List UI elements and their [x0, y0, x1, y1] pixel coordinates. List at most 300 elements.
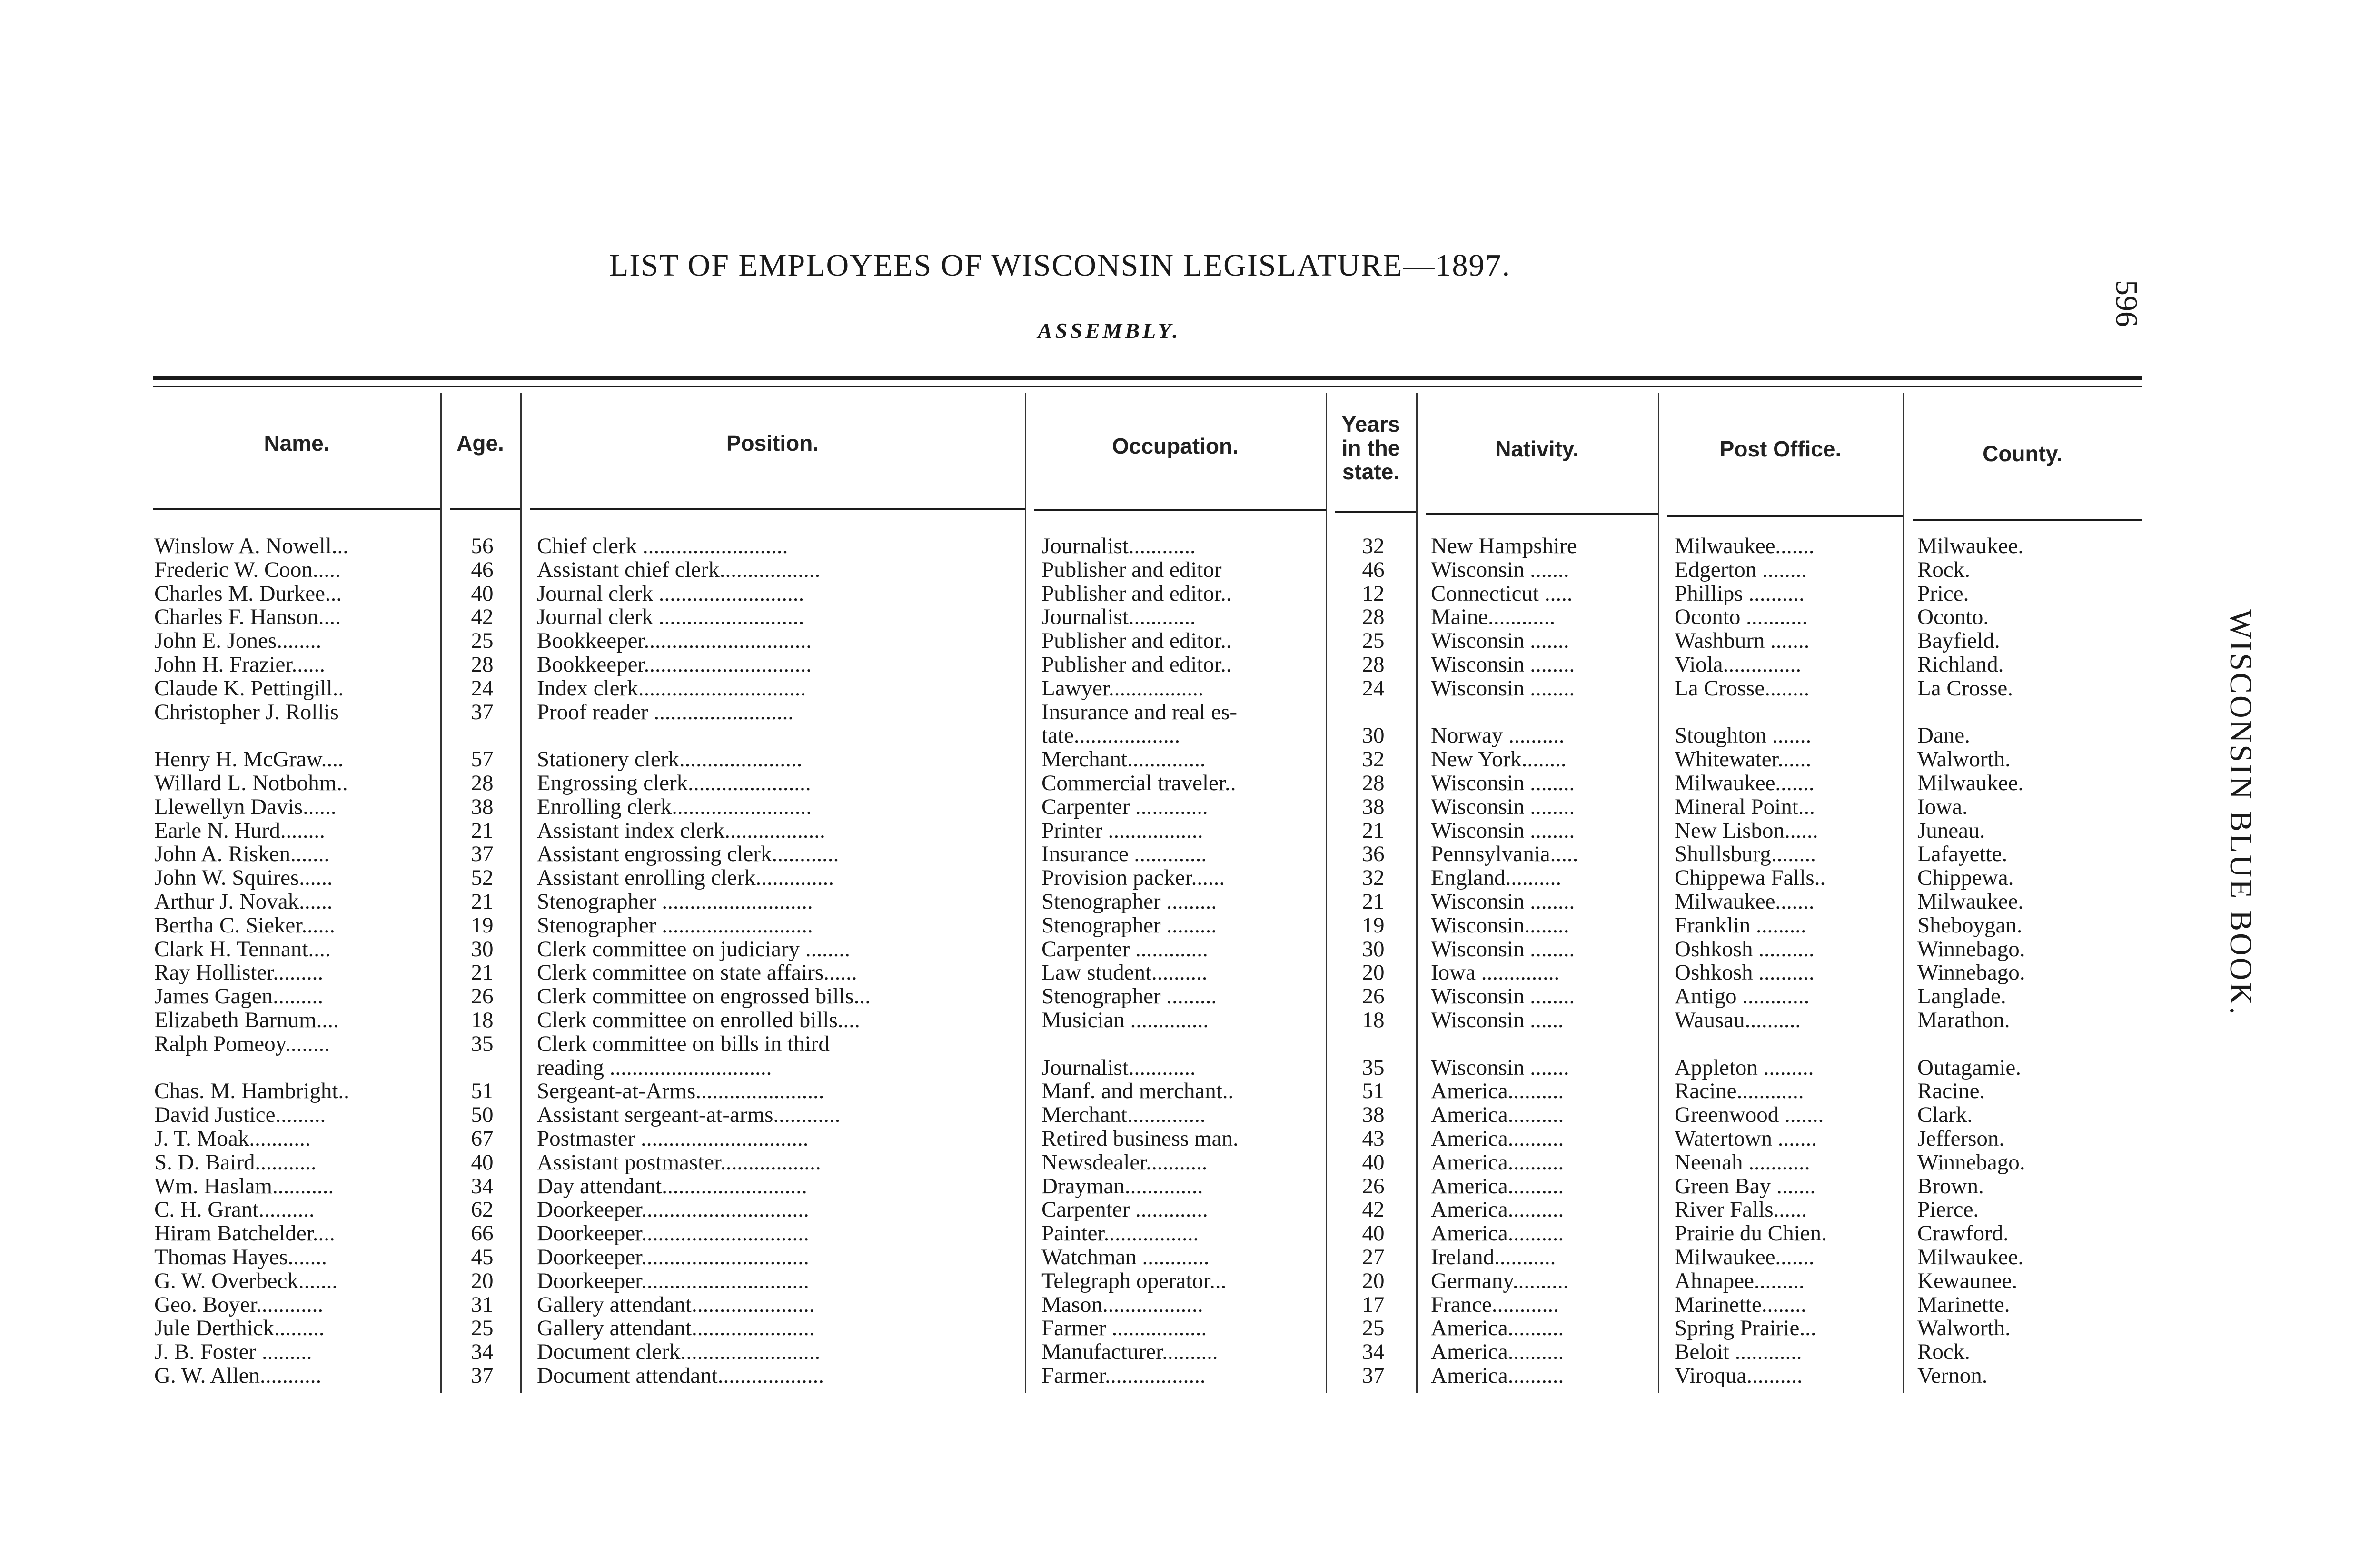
employee-post-office: Viola.............. — [1675, 653, 1802, 676]
employee-age: 35 — [471, 1031, 494, 1056]
employee-nativity: Wisconsin ....... — [1431, 557, 1569, 582]
employee-post-office: Phillips .......... — [1675, 581, 1805, 605]
employee-occupation: Journalist............ — [1041, 605, 1196, 629]
employee-county: Jefferson. — [1917, 1127, 2005, 1150]
table-row — [0, 629, 2380, 653]
employee-nativity: Wisconsin ........ — [1431, 937, 1575, 961]
section-subtitle: ASSEMBLY. — [1038, 318, 1181, 343]
employee-occupation: Stenographer ......... — [1041, 890, 1217, 913]
employee-name: Arthur J. Novak...... — [154, 890, 333, 913]
table-row — [0, 1316, 2380, 1340]
employee-nativity: Wisconsin ...... — [1431, 1008, 1564, 1032]
employee-name: Chas. M. Hambright.. — [154, 1079, 349, 1103]
employee-position: Clerk committee on judiciary ........ — [537, 937, 850, 961]
employee-years-in-state: 35 — [1362, 1055, 1385, 1080]
employee-years-in-state: 24 — [1362, 676, 1385, 700]
table-row — [0, 747, 2380, 771]
employee-years-in-state: 38 — [1362, 1103, 1385, 1127]
employee-years-in-state: 25 — [1362, 629, 1385, 653]
employee-post-office: Prairie du Chien. — [1675, 1221, 1827, 1246]
employee-name: John A. Risken....... — [154, 842, 330, 866]
header-rule — [1667, 515, 1903, 517]
table-row — [0, 1340, 2380, 1364]
employee-occupation: Stenographer ......... — [1041, 984, 1217, 1009]
employee-occupation: Journalist............ — [1041, 534, 1196, 558]
employee-name: Ralph Pomeoy........ — [154, 1031, 330, 1056]
employee-nativity: Wisconsin ........ — [1431, 984, 1575, 1009]
employee-name: Henry H. McGraw.... — [154, 747, 344, 772]
table-row — [0, 700, 2380, 724]
employee-age: 28 — [471, 653, 494, 676]
employee-county: Racine. — [1917, 1079, 1985, 1103]
employee-nativity: Wisconsin ........ — [1431, 653, 1575, 676]
employee-post-office: Milwaukee....... — [1675, 771, 1815, 795]
employee-position: Gallery attendant...................... — [537, 1316, 815, 1340]
employee-occupation: Commercial traveler.. — [1041, 771, 1236, 795]
employee-post-office: Mineral Point... — [1675, 794, 1815, 819]
employee-post-office: Stoughton ....... — [1675, 723, 1812, 748]
employee-position: Doorkeeper.............................. — [537, 1198, 809, 1222]
employee-occupation: Carpenter ............. — [1041, 937, 1208, 961]
running-side-title: WISCONSIN BLUE BOOK. — [2223, 609, 2258, 1017]
employee-nativity: Pennsylvania..... — [1431, 842, 1578, 866]
employee-nativity: Norway .......... — [1431, 723, 1565, 748]
employee-age: 42 — [471, 605, 494, 629]
page-title: LIST OF EMPLOYEES OF WISCONSIN LEGISLATURE—1897. — [609, 248, 1511, 283]
employee-county: Milwaukee. — [1917, 534, 2024, 558]
employee-post-office: Antigo ............ — [1675, 984, 1810, 1009]
employee-years-in-state: 40 — [1362, 1221, 1385, 1246]
employee-position: Clerk committee on bills in third — [537, 1031, 830, 1056]
employee-age: 62 — [471, 1198, 494, 1222]
header-rule — [1335, 511, 1416, 513]
employee-occupation: Printer ................. — [1041, 818, 1203, 842]
employee-post-office: Whitewater...... — [1675, 747, 1812, 772]
table-row — [0, 913, 2380, 937]
employee-county: Milwaukee. — [1917, 771, 2024, 795]
employee-post-office: Wausau.......... — [1675, 1008, 1801, 1032]
employee-occupation: Retired business man. — [1041, 1127, 1239, 1150]
employee-age: 66 — [471, 1221, 494, 1246]
employee-nativity: America.......... — [1431, 1103, 1564, 1127]
employee-nativity: Ireland........... — [1431, 1245, 1556, 1269]
employee-nativity: Maine............ — [1431, 605, 1556, 629]
header-county: County. — [1983, 441, 2063, 466]
header-rule — [1913, 519, 2142, 521]
employee-name: Earle N. Hurd........ — [154, 818, 325, 842]
employee-occupation: Law student.......... — [1041, 961, 1208, 985]
employee-name: Elizabeth Barnum.... — [154, 1008, 339, 1032]
employee-nativity: New Hampshire — [1431, 534, 1577, 558]
employee-age: 37 — [471, 700, 494, 724]
employee-occupation: Merchant.............. — [1041, 747, 1206, 772]
employee-age: 19 — [471, 913, 494, 937]
employee-position: Assistant enrolling clerk.............. — [537, 866, 834, 890]
employee-post-office: Oconto ........... — [1675, 605, 1808, 629]
table-row — [0, 1269, 2380, 1293]
employee-nativity: America.......... — [1431, 1221, 1564, 1246]
employee-age: 40 — [471, 1150, 494, 1174]
employee-county: Walworth. — [1917, 1316, 2011, 1340]
employee-name: Llewellyn Davis...... — [154, 794, 337, 819]
table-row — [0, 961, 2380, 984]
employee-position: Stenographer ........................... — [537, 913, 813, 937]
table-row — [0, 1032, 2380, 1056]
header-rule — [153, 508, 440, 510]
employee-age: 40 — [471, 581, 494, 605]
employee-position: Stationery clerk...................... — [537, 747, 803, 772]
header-rule — [530, 508, 1025, 510]
employee-occupation: Musician .............. — [1041, 1008, 1209, 1032]
employee-occupation: Insurance ............. — [1041, 842, 1207, 866]
header-rule — [450, 508, 520, 510]
employee-occupation: Provision packer...... — [1041, 866, 1225, 890]
employee-years-in-state: 18 — [1362, 1008, 1385, 1032]
employee-county: Bayfield. — [1917, 629, 2000, 653]
employee-years-in-state: 25 — [1362, 1316, 1385, 1340]
employee-nativity: Wisconsin ........ — [1431, 771, 1575, 795]
table-row — [0, 534, 2380, 558]
employee-age: 67 — [471, 1127, 494, 1150]
employee-nativity: Wisconsin ........ — [1431, 676, 1575, 700]
employee-nativity: America.......... — [1431, 1150, 1564, 1174]
employee-occupation: Telegraph operator... — [1041, 1269, 1227, 1293]
employee-name: J. T. Moak........... — [154, 1127, 311, 1150]
employee-name: Willard L. Notbohm.. — [154, 771, 348, 795]
header-occupation: Occupation. — [1112, 434, 1239, 458]
employee-years-in-state: 26 — [1362, 984, 1385, 1009]
table-row — [0, 1293, 2380, 1317]
employee-name: Charles M. Durkee... — [154, 581, 342, 605]
employee-years-in-state: 30 — [1362, 723, 1385, 748]
employee-age: 52 — [471, 866, 494, 890]
header-nativity: Nativity. — [1495, 436, 1579, 461]
header-rule — [1426, 513, 1658, 515]
employee-position: Doorkeeper.............................. — [537, 1269, 809, 1293]
employee-position: Assistant postmaster.................. — [537, 1150, 821, 1174]
employee-nativity: Wisconsin ........ — [1431, 890, 1575, 913]
employee-post-office: Watertown ....... — [1675, 1127, 1817, 1150]
employee-name: Geo. Boyer............ — [154, 1292, 324, 1317]
employee-post-office: Marinette........ — [1675, 1292, 1806, 1317]
employee-name: Bertha C. Sieker...... — [154, 913, 335, 937]
employee-age: 31 — [471, 1292, 494, 1317]
employee-nativity: America.......... — [1431, 1364, 1564, 1387]
employee-age: 24 — [471, 676, 494, 700]
employee-post-office: Milwaukee....... — [1675, 890, 1815, 913]
employee-county: Kewaunee. — [1917, 1269, 2018, 1293]
employee-occupation: Publisher and editor.. — [1041, 629, 1232, 653]
employee-post-office: Greenwood ....... — [1675, 1103, 1824, 1127]
employee-occupation: Drayman.............. — [1041, 1174, 1203, 1198]
header-years-line: state. — [1342, 459, 1400, 484]
employee-position: Proof reader ......................... — [537, 700, 794, 724]
employee-county: Clark. — [1917, 1103, 1973, 1127]
table-row — [0, 1150, 2380, 1174]
employee-position: Bookkeeper.............................. — [537, 629, 812, 653]
employee-occupation: Carpenter ............. — [1041, 794, 1208, 819]
employee-years-in-state: 26 — [1362, 1174, 1385, 1198]
employee-position: Doorkeeper.............................. — [537, 1221, 809, 1246]
employee-years-in-state: 32 — [1362, 866, 1385, 890]
employee-post-office: Neenah ........... — [1675, 1150, 1810, 1174]
employee-age: 37 — [471, 842, 494, 866]
employee-age: 25 — [471, 1316, 494, 1340]
employee-nativity: America.......... — [1431, 1079, 1564, 1103]
employee-post-office: Milwaukee....... — [1675, 534, 1815, 558]
employee-post-office: Viroqua.......... — [1675, 1364, 1803, 1387]
employee-post-office: New Lisbon...... — [1675, 818, 1818, 842]
employee-position: Enrolling clerk......................... — [537, 794, 812, 819]
employee-nativity: America.......... — [1431, 1174, 1564, 1198]
header-position: Position. — [726, 431, 819, 456]
top-rule-thin — [153, 386, 2142, 387]
employee-county: Winnebago. — [1917, 937, 2025, 961]
employee-years-in-state: 32 — [1362, 534, 1385, 558]
employee-age: 51 — [471, 1079, 494, 1103]
employee-post-office: Oshkosh .......... — [1675, 961, 1815, 985]
employee-years-in-state: 20 — [1362, 1269, 1385, 1293]
employee-years-in-state: 51 — [1362, 1079, 1385, 1103]
employee-nativity: Wisconsin ........ — [1431, 818, 1575, 842]
table-row — [0, 984, 2380, 1008]
employee-county: Lafayette. — [1917, 842, 2008, 866]
employee-post-office: Edgerton ........ — [1675, 557, 1807, 582]
table-row — [0, 1364, 2380, 1387]
table-row — [0, 1127, 2380, 1150]
table-row — [0, 1079, 2380, 1103]
employee-position: Bookkeeper.............................. — [537, 653, 812, 676]
employee-age: 34 — [471, 1340, 494, 1364]
employee-years-in-state: 42 — [1362, 1198, 1385, 1222]
employee-occupation: Newsdealer........... — [1041, 1150, 1208, 1174]
employee-years-in-state: 32 — [1362, 747, 1385, 772]
employee-age: 30 — [471, 937, 494, 961]
employee-county: Winnebago. — [1917, 1150, 2025, 1174]
employee-position: Stenographer ........................... — [537, 890, 813, 913]
employee-county: Dane. — [1917, 723, 1970, 748]
employee-occupation: Stenographer ......... — [1041, 913, 1217, 937]
employee-position: Day attendant.......................... — [537, 1174, 807, 1198]
employee-age: 50 — [471, 1103, 494, 1127]
employee-county: Iowa. — [1917, 794, 1968, 819]
employee-name: Winslow A. Nowell... — [154, 534, 349, 558]
employee-years-in-state: 30 — [1362, 937, 1385, 961]
employee-years-in-state: 17 — [1362, 1292, 1385, 1317]
table-row — [0, 676, 2380, 700]
employee-county: Marinette. — [1917, 1292, 2010, 1317]
table-row — [0, 605, 2380, 629]
employee-post-office: Appleton ......... — [1675, 1055, 1814, 1080]
employee-occupation: Mason.................. — [1041, 1292, 1203, 1317]
employee-position: Assistant sergeant-at-arms............ — [537, 1103, 841, 1127]
employee-county: La Crosse. — [1917, 676, 2013, 700]
employee-county: Crawford. — [1917, 1221, 2009, 1246]
employee-name: Wm. Haslam........... — [154, 1174, 334, 1198]
header-name: Name. — [264, 431, 330, 456]
employee-name: John E. Jones........ — [154, 629, 322, 653]
employee-position: Journal clerk .......................... — [537, 581, 804, 605]
employee-name: Christopher J. Rollis — [154, 700, 339, 724]
employee-occupation: Farmer.................. — [1041, 1364, 1206, 1387]
table-row — [0, 937, 2380, 961]
table-row — [0, 795, 2380, 819]
employee-name: James Gagen......... — [154, 984, 324, 1009]
employee-name: John H. Frazier...... — [154, 653, 325, 676]
employee-occupation: Merchant.............. — [1041, 1103, 1206, 1127]
employee-county: Milwaukee. — [1917, 1245, 2024, 1269]
employee-occupation: tate................... — [1041, 723, 1180, 748]
table-row — [0, 842, 2380, 866]
employee-post-office: Ahnapee......... — [1675, 1269, 1805, 1293]
employee-nativity: America.......... — [1431, 1198, 1564, 1222]
table-row — [0, 1221, 2380, 1245]
employee-years-in-state: 27 — [1362, 1245, 1385, 1269]
table-row — [0, 723, 2380, 747]
employee-county: Sheboygan. — [1917, 913, 2023, 937]
header-age: Age. — [456, 431, 504, 456]
employee-age: 18 — [471, 1008, 494, 1032]
table-row — [0, 1198, 2380, 1221]
employee-position: Assistant index clerk.................. — [537, 818, 825, 842]
employee-county: Marathon. — [1917, 1008, 2010, 1032]
employee-county: Pierce. — [1917, 1198, 1979, 1222]
employee-age: 28 — [471, 771, 494, 795]
employee-occupation: Carpenter ............. — [1041, 1198, 1208, 1222]
employee-county: Rock. — [1917, 557, 1970, 582]
employee-occupation: Manufacturer.......... — [1041, 1340, 1218, 1364]
employee-age: 26 — [471, 984, 494, 1009]
employee-post-office: La Crosse........ — [1675, 676, 1810, 700]
employee-name: G. W. Overbeck....... — [154, 1269, 338, 1293]
employee-nativity: Iowa .............. — [1431, 961, 1560, 985]
employee-nativity: Wisconsin........ — [1431, 913, 1569, 937]
employee-position: Clerk committee on enrolled bills.... — [537, 1008, 860, 1032]
employee-post-office: Milwaukee....... — [1675, 1245, 1815, 1269]
table-row — [0, 866, 2380, 890]
table-row — [0, 558, 2380, 582]
employee-years-in-state: 28 — [1362, 605, 1385, 629]
table-row — [0, 771, 2380, 795]
employee-county: Chippewa. — [1917, 866, 2014, 890]
employee-nativity: Germany.......... — [1431, 1269, 1569, 1293]
employee-years-in-state: 36 — [1362, 842, 1385, 866]
employee-name: Jule Derthick......... — [154, 1316, 325, 1340]
employee-county: Rock. — [1917, 1340, 1970, 1364]
employee-nativity: Wisconsin ....... — [1431, 1055, 1569, 1080]
employee-position: Clerk committee on engrossed bills... — [537, 984, 871, 1009]
employee-years-in-state: 43 — [1362, 1127, 1385, 1150]
employee-post-office: Beloit ............ — [1675, 1340, 1802, 1364]
employee-position: Engrossing clerk...................... — [537, 771, 811, 795]
employee-name: Ray Hollister......... — [154, 961, 324, 985]
employee-name: Clark H. Tennant.... — [154, 937, 331, 961]
employee-name: Frederic W. Coon..... — [154, 557, 341, 582]
employee-age: 25 — [471, 629, 494, 653]
table-row — [0, 1008, 2380, 1032]
employee-years-in-state: 28 — [1362, 653, 1385, 676]
employee-occupation: Painter................. — [1041, 1221, 1199, 1246]
header-years — [1326, 412, 1416, 484]
employee-nativity: America.......... — [1431, 1316, 1564, 1340]
page-number: 596 — [2109, 280, 2144, 327]
table-row — [0, 1245, 2380, 1269]
employee-name: Hiram Batchelder.... — [154, 1221, 335, 1246]
employee-name: Thomas Hayes....... — [154, 1245, 327, 1269]
employee-years-in-state: 46 — [1362, 557, 1385, 582]
employee-occupation: Publisher and editor.. — [1041, 581, 1232, 605]
employee-post-office: River Falls...... — [1675, 1198, 1807, 1222]
employee-age: 46 — [471, 557, 494, 582]
employee-occupation: Publisher and editor.. — [1041, 653, 1232, 676]
employee-county: Walworth. — [1917, 747, 2011, 772]
employee-occupation: Insurance and real es- — [1041, 700, 1238, 724]
employee-county: Langlade. — [1917, 984, 2006, 1009]
employee-position: Clerk committee on state affairs...... — [537, 961, 857, 985]
employee-nativity: New York........ — [1431, 747, 1567, 772]
employee-years-in-state: 20 — [1362, 961, 1385, 985]
employee-nativity: America.......... — [1431, 1340, 1564, 1364]
employee-position: Doorkeeper.............................. — [537, 1245, 809, 1269]
employee-age: 34 — [471, 1174, 494, 1198]
employee-years-in-state: 19 — [1362, 913, 1385, 937]
employee-name: John W. Squires...... — [154, 866, 333, 890]
employee-years-in-state: 12 — [1362, 581, 1385, 605]
employee-name: Charles F. Hanson.... — [154, 605, 341, 629]
employee-years-in-state: 21 — [1362, 818, 1385, 842]
employee-county: Vernon. — [1917, 1364, 1988, 1387]
employee-occupation: Journalist............ — [1041, 1055, 1196, 1080]
employee-post-office: Spring Prairie... — [1675, 1316, 1816, 1340]
employee-occupation: Farmer ................. — [1041, 1316, 1207, 1340]
employee-years-in-state: 21 — [1362, 890, 1385, 913]
employee-position: Journal clerk .......................... — [537, 605, 804, 629]
employee-county: Oconto. — [1917, 605, 1989, 629]
employee-position: Assistant engrossing clerk............ — [537, 842, 839, 866]
table-row — [0, 582, 2380, 605]
employee-occupation: Publisher and editor — [1041, 557, 1222, 582]
employee-post-office: Oshkosh .......... — [1675, 937, 1815, 961]
employee-position: Chief clerk .......................... — [537, 534, 788, 558]
header-years-line: Years — [1341, 412, 1400, 436]
employee-name: G. W. Allen........... — [154, 1364, 322, 1387]
table-row — [0, 890, 2380, 913]
table-row — [0, 1103, 2380, 1127]
table-row — [0, 1056, 2380, 1080]
employee-nativity: England.......... — [1431, 866, 1562, 890]
employee-age: 56 — [471, 534, 494, 558]
employee-age: 37 — [471, 1364, 494, 1387]
employee-occupation: Watchman ............ — [1041, 1245, 1210, 1269]
employee-position: Postmaster .............................. — [537, 1127, 809, 1150]
top-rule-thick — [153, 376, 2142, 380]
employee-position: Assistant chief clerk.................. — [537, 557, 821, 582]
employee-age: 21 — [471, 961, 494, 985]
table-row — [0, 653, 2380, 676]
header-years-line: in the — [1341, 436, 1400, 460]
table-row — [0, 1174, 2380, 1198]
employee-position: Sergeant-at-Arms....................... — [537, 1079, 824, 1103]
employee-county: Milwaukee. — [1917, 890, 2024, 913]
employee-years-in-state: 38 — [1362, 794, 1385, 819]
employee-years-in-state: 28 — [1362, 771, 1385, 795]
employee-county: Price. — [1917, 581, 1969, 605]
employee-position: Document clerk......................... — [537, 1340, 821, 1364]
employee-name: David Justice......... — [154, 1103, 326, 1127]
employee-occupation: Manf. and merchant.. — [1041, 1079, 1234, 1103]
employee-nativity: France............ — [1431, 1292, 1559, 1317]
employee-post-office: Washburn ....... — [1675, 629, 1810, 653]
